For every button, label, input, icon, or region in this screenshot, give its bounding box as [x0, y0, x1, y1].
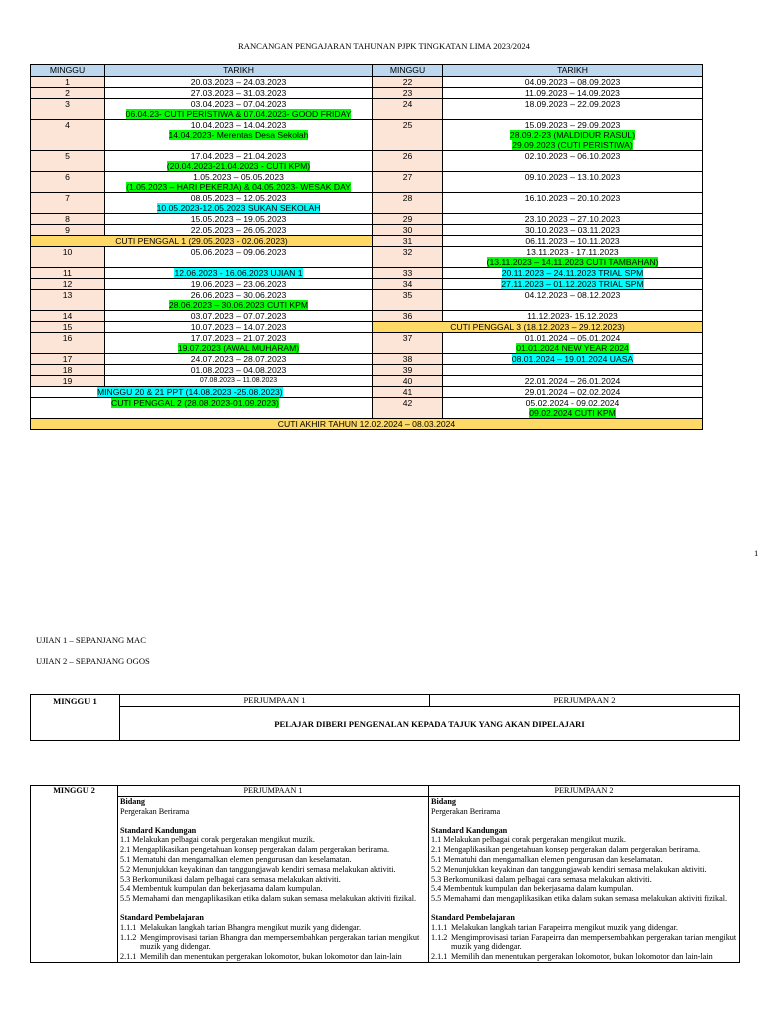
date-line: 13.11.2023 - 17.11.2023	[526, 247, 619, 257]
schedule-row	[31, 172, 703, 193]
standard-pembelajaran-item	[120, 933, 426, 953]
week-number-right: 37	[373, 333, 443, 354]
date-cell-right	[443, 333, 703, 354]
date-line	[105, 203, 372, 213]
highlighted-note: CUTI PENGGAL 2 (28.08.2023-01.09.2023)	[111, 398, 279, 408]
spacer	[120, 817, 426, 826]
standard-kandungan-item: 2.1 Mengaplikasikan pengetahuan konsep pergerakan dalam pergerakan berirama.	[120, 845, 390, 855]
week-number-right: 32	[373, 247, 443, 268]
highlighted-note: 12.06.2023 - 16.06.2023 UJIAN 1	[174, 268, 303, 278]
week-number-right: 24	[373, 99, 443, 120]
standard-kandungan-label: Standard Kandungan	[431, 825, 508, 835]
standard-pembelajaran-item	[431, 952, 737, 962]
date-line: 1.05.2023 – 05.05.2023	[193, 172, 284, 182]
date-line	[443, 140, 702, 150]
date-cell-right	[443, 172, 703, 193]
item-number: 1.1.2	[431, 932, 448, 942]
week-number-left: 16	[31, 333, 105, 354]
schedule-row	[31, 120, 703, 151]
date-line: 19.06.2023 – 23.06.2023	[190, 279, 287, 289]
schedule-row	[31, 398, 703, 419]
date-line	[443, 268, 702, 278]
date-line: 03.07.2023 – 07.07.2023	[190, 311, 287, 321]
standard-kandungan-item: 5.3 Berkomunikasi dalam pelbagai cara semasa melakukan aktiviti.	[120, 874, 341, 884]
date-line: 01.01.2024 – 05.01.2024	[524, 333, 621, 343]
date-cell-left	[105, 290, 373, 311]
schedule-row	[31, 151, 703, 172]
date-line: 05.06.2023 – 09.06.2023	[190, 247, 287, 257]
date-line	[443, 279, 702, 289]
term-break-left: CUTI PENGGAL 1 (29.05.2023 - 02.06.2023)	[31, 236, 373, 247]
date-line: 16.10.2023 – 20.10.2023	[524, 193, 621, 203]
standard-pembelajaran-item	[431, 933, 737, 953]
date-line: 22.01.2024 – 26.01.2024	[524, 376, 621, 386]
item-number: 1.1.1	[120, 922, 137, 932]
week-number-left: 12	[31, 279, 105, 290]
bidang-label: Bidang	[120, 797, 146, 806]
week-number-left: 10	[31, 247, 105, 268]
week-number-left: 17	[31, 354, 105, 365]
week-number-right: 33	[373, 268, 443, 279]
week-1-label: MINGGU 1	[31, 695, 120, 741]
date-cell-left	[105, 193, 373, 214]
item-text: Memilih dan menentukan pergerakan lokomotor, bukan lokomotor dan lain-lain	[140, 952, 402, 962]
highlighted-note: 27.11.2023 – 01.12.2023 TRIAL SPM	[501, 279, 644, 289]
header-minggu-right: MINGGU	[373, 65, 443, 77]
schedule-row	[31, 387, 703, 398]
standard-pembelajaran-item	[120, 952, 426, 962]
date-cell-left	[105, 279, 373, 290]
week-number-left: 7	[31, 193, 105, 214]
standard-pembelajaran-item	[120, 923, 426, 933]
highlighted-note: (20.04.2023-21.04.2023 - CUTI KPM)	[166, 161, 311, 171]
date-line: 17.04.2023 – 21.04.2023	[190, 151, 287, 161]
week-number-left: 14	[31, 311, 105, 322]
date-cell-right	[443, 225, 703, 236]
week-number-left: 19	[31, 376, 105, 387]
week-2-perjumpaan-1: PERJUMPAAN 1	[118, 786, 429, 797]
schedule-row	[31, 354, 703, 365]
highlighted-note: 20.11.2023 – 24.11.2023 TRIAL SPM	[501, 268, 644, 278]
date-line	[105, 343, 372, 353]
date-cell-right	[443, 290, 703, 311]
schedule-row	[31, 311, 703, 322]
week-2-table	[30, 785, 740, 963]
standard-kandungan-item: 5.3 Berkomunikasi dalam pelbagai cara semasa melakukan aktiviti.	[431, 874, 652, 884]
week-number-left: 2	[31, 88, 105, 99]
standard-kandungan-item: 5.1 Mematuhi dan mengamalkan elemen pengurusan dan keselamatan.	[431, 854, 663, 864]
week-number-right: 25	[373, 120, 443, 151]
standard-pembelajaran-label: Standard Pembelajaran	[120, 912, 204, 922]
week-number-right: 23	[373, 88, 443, 99]
date-line: 08.05.2023 – 12.05.2023	[190, 193, 287, 203]
week-number-right: 36	[373, 311, 443, 322]
date-line: 05.02.2024 - 09.02.2024	[525, 398, 620, 408]
schedule-header-row	[31, 65, 703, 77]
standard-kandungan-item: 5.5 Memahami dan mengaplikasikan etika dalam sukan semasa melakukan aktiviti fizikal.	[120, 894, 417, 904]
week-number-right: 26	[373, 151, 443, 172]
week-number-right: 29	[373, 214, 443, 225]
date-line	[105, 268, 372, 278]
date-cell-right	[443, 77, 703, 88]
standard-kandungan-item: 5.2 Menunjukkan keyakinan dan tanggungjawab kendiri semasa melakukan aktiviti.	[431, 864, 707, 874]
date-line: 18.09.2023 – 22.09.2023	[524, 99, 621, 109]
date-cell-left	[105, 333, 373, 354]
date-cell-left	[105, 365, 373, 376]
week-1-table	[30, 694, 740, 741]
date-cell-right	[443, 193, 703, 214]
schedule-row	[31, 333, 703, 354]
standard-kandungan-item: 1.1 Melakukan pelbagai corak pergerakan mengikut muzik.	[120, 835, 315, 845]
week-number-left: 3	[31, 99, 105, 120]
item-text: Memilih dan menentukan pergerakan lokomotor, bukan lokomotor dan lain-lain	[451, 952, 713, 962]
date-cell-right	[443, 236, 703, 247]
schedule-row	[31, 193, 703, 214]
date-line	[443, 257, 702, 267]
date-line	[105, 257, 372, 267]
date-line	[105, 130, 372, 140]
date-line	[443, 408, 702, 418]
highlighted-note: (1.05.2023 – HARI PEKERJA) & 04.05.2023- WESAK DAY	[126, 182, 351, 192]
date-cell-right	[443, 387, 703, 398]
schedule-row	[31, 279, 703, 290]
week-number-right: 28	[373, 193, 443, 214]
standard-kandungan-item: 5.2 Menunjukkan keyakinan dan tanggungjawab kendiri semasa melakukan aktiviti.	[120, 864, 396, 874]
week-number-right: 38	[373, 354, 443, 365]
date-cell-left	[105, 247, 373, 268]
spacer	[120, 904, 426, 913]
week-1-perjumpaan-2: PERJUMPAAN 2	[430, 695, 740, 707]
date-cell-right	[443, 214, 703, 225]
week-number-left: 1	[31, 77, 105, 88]
highlighted-note: 01.01.2024 NEW YEAR 2024	[516, 343, 629, 353]
week-number-left: 18	[31, 365, 105, 376]
date-line: 17.07.2023 – 21.07.2023	[190, 333, 287, 343]
spacer	[431, 817, 737, 826]
document-title: RANCANGAN PENGAJARAN TAHUNAN PJPK TINGKATAN LIMA 2023/2024	[238, 41, 530, 51]
schedule-row	[31, 322, 703, 333]
date-line: 30.10.2023 – 03.11.2023	[525, 225, 620, 235]
week-2-perjumpaan-2-content	[429, 797, 740, 963]
date-line	[105, 140, 372, 150]
ujian-1-note: UJIAN 1 – SEPANJANG MAC	[36, 635, 146, 645]
date-cell-left	[105, 225, 373, 236]
date-line: 26.06.2023 – 30.06.2023	[190, 290, 287, 300]
standard-kandungan-item: 5.4 Membentuk kumpulan dan bekerjasama dalam kumpulan.	[431, 884, 634, 894]
highlighted-note: 29.09.2023 (CUTI PERISTIWA)	[512, 140, 633, 150]
week-number-right: 41	[373, 387, 443, 398]
date-line: 29.01.2024 – 02.02.2024	[524, 387, 621, 397]
schedule-row	[31, 88, 703, 99]
date-line	[105, 300, 372, 310]
item-number: 2.1.1	[120, 952, 137, 962]
highlighted-note: 10.05.2023-12.05.2023 SUKAN SEKOLAH	[156, 203, 321, 213]
bidang-value: Pergerakan Berirama	[120, 806, 190, 816]
date-cell-left	[105, 376, 373, 387]
page-number: 1	[754, 548, 759, 558]
date-cell-right	[443, 365, 703, 376]
date-line: 22.05.2023 – 26.05.2023	[190, 225, 287, 235]
date-line	[105, 182, 372, 192]
date-line: 09.10.2023 – 13.10.2023	[524, 172, 621, 182]
week-number-left: 13	[31, 290, 105, 311]
ujian-2-note: UJIAN 2 – SEPANJANG OGOS	[36, 656, 150, 666]
spacer	[431, 904, 737, 913]
date-cell-left	[105, 172, 373, 193]
schedule-row	[31, 365, 703, 376]
annual-schedule-table	[30, 64, 703, 430]
schedule-row	[31, 268, 703, 279]
schedule-row	[31, 225, 703, 236]
merged-note-left	[31, 398, 373, 419]
schedule-row	[31, 376, 703, 387]
week-number-left: 11	[31, 268, 105, 279]
date-cell-left	[105, 77, 373, 88]
date-line	[443, 130, 702, 140]
date-cell-left	[105, 322, 373, 333]
standard-kandungan-label: Standard Kandungan	[120, 825, 197, 835]
week-number-right: 42	[373, 398, 443, 419]
bidang-value: Pergerakan Berirama	[431, 806, 501, 816]
week-number-left: 9	[31, 225, 105, 236]
date-line	[443, 354, 702, 364]
year-end-holiday: CUTI AKHIR TAHUN 12.02.2024 – 08.03.2024	[31, 419, 703, 430]
item-text: Melakukan langkah tarian Bhangra mengikut muzik yang didengar.	[140, 922, 361, 932]
merged-note-left	[31, 387, 373, 398]
date-line: 06.11.2023 – 10.11.2023	[525, 236, 620, 246]
item-text: Mengimprovisasi tarian Bhangra dan mempersembahkan pergerakan tarian mengikut muzik yang didengar.	[140, 932, 420, 952]
week-2-label: MINGGU 2	[31, 786, 118, 963]
date-line: 20.03.2023 – 24.03.2023	[190, 77, 287, 87]
header-tarikh-left: TARIKH	[105, 65, 373, 77]
date-line: 27.03.2023 – 31.03.2023	[190, 88, 287, 98]
standard-kandungan-item: 1.1 Melakukan pelbagai corak pergerakan mengikut muzik.	[431, 835, 626, 845]
date-line	[105, 109, 372, 119]
week-number-left: 4	[31, 120, 105, 151]
date-cell-left	[105, 354, 373, 365]
highlighted-note: MINGGU 20 & 21 PPT (14.08.2023 -25.08.2023)	[97, 387, 283, 397]
item-number: 1.1.2	[120, 932, 137, 942]
week-number-right: 22	[373, 77, 443, 88]
highlighted-note: 14.04.2023- Merentas Desa Sekolah	[168, 130, 309, 140]
date-line: 03.04.2023 – 07.04.2023	[190, 99, 287, 109]
header-tarikh-right: TARIKH	[443, 65, 703, 77]
date-line: 15.05.2023 – 19.05.2023	[190, 214, 287, 224]
date-cell-left	[105, 214, 373, 225]
date-cell-right	[443, 279, 703, 290]
highlighted-note: 19.07.2023 (AWAL MUHARAM)	[177, 343, 300, 353]
date-cell-left	[105, 268, 373, 279]
week-1-content: PELAJAR DIBERI PENGENALAN KEPADA TAJUK YANG AKAN DIPELAJARI	[120, 707, 740, 741]
item-number: 1.1.1	[431, 922, 448, 932]
date-cell-left	[105, 99, 373, 120]
date-cell-left	[105, 311, 373, 322]
standard-kandungan-item: 5.5 Memahami dan mengaplikasikan etika dalam sukan semasa melakukan aktiviti fizikal.	[431, 894, 728, 904]
date-line	[443, 343, 702, 353]
term-break-right: CUTI PENGGAL 3 (18.12.2023 – 29.12.2023)	[373, 322, 703, 333]
week-number-left: 5	[31, 151, 105, 172]
date-line: 23.10.2023 – 27.10.2023	[524, 214, 621, 224]
schedule-row	[31, 247, 703, 268]
date-cell-right	[443, 354, 703, 365]
date-cell-right	[443, 88, 703, 99]
week-number-right: 27	[373, 172, 443, 193]
week-number-right: 39	[373, 365, 443, 376]
schedule-row	[31, 236, 703, 247]
week-2-perjumpaan-1-content	[118, 797, 429, 963]
highlighted-note: 28.06.2023 – 30.06.2023 CUTI KPM	[168, 300, 309, 310]
date-cell-right	[443, 247, 703, 268]
date-cell-left	[105, 120, 373, 151]
date-cell-right	[443, 376, 703, 387]
week-number-left: 15	[31, 322, 105, 333]
date-cell-right	[443, 311, 703, 322]
date-line: 07.08.2023 – 11.08.2023	[199, 377, 278, 384]
highlighted-note: 09.02.2024 CUTI KPM	[529, 408, 616, 418]
date-line: 10.04.2023 – 14.04.2023	[190, 120, 287, 130]
item-text: Melakukan langkah tarian Farapeirra mengikut muzik yang didengar.	[451, 922, 678, 932]
highlighted-note: (13.11.2023 – 14.11.2023 CUTI TAMBAHAN)	[486, 257, 659, 267]
week-1-perjumpaan-1: PERJUMPAAN 1	[120, 695, 430, 707]
week-number-left: 6	[31, 172, 105, 193]
date-cell-left	[105, 151, 373, 172]
date-line: 01.08.2023 – 04.08.2023	[190, 365, 287, 375]
date-line: 11.09.2023 – 14.09.2023	[525, 88, 620, 98]
date-line: 10.07.2023 – 14.07.2023	[190, 322, 287, 332]
schedule-body	[31, 77, 703, 419]
schedule-row	[31, 77, 703, 88]
date-cell-right	[443, 151, 703, 172]
date-line: 15.09.2023 – 29.09.2023	[524, 120, 621, 130]
highlighted-note: 08.01.2024 – 19.01.2024 UASA	[511, 354, 634, 364]
week-number-right: 34	[373, 279, 443, 290]
standard-pembelajaran-item	[431, 923, 737, 933]
date-cell-right	[443, 120, 703, 151]
date-line	[443, 365, 702, 375]
highlighted-note: 06.04.23- CUTI PERISTIWA & 07.04.2023- GOOD FRIDAY	[125, 109, 352, 119]
schedule-footer-row	[31, 419, 703, 430]
date-line: 24.07.2023 – 28.07.2023	[190, 354, 287, 364]
highlighted-note: 28.09.2-23 (MALDIDUR RASUL)	[509, 130, 636, 140]
standard-kandungan-item: 5.1 Mematuhi dan mengamalkan elemen pengurusan dan keselamatan.	[120, 854, 352, 864]
week-2-perjumpaan-2: PERJUMPAAN 2	[429, 786, 740, 797]
date-cell-right	[443, 398, 703, 419]
standard-kandungan-item: 2.1 Mengaplikasikan pengetahuan konsep pergerakan dalam pergerakan berirama.	[431, 845, 701, 855]
item-text: Mengimprovisasi tarian Farapeirra dan mempersembahkan pergerakan tarian mengikut muzik yang didengar.	[451, 932, 737, 952]
week-number-right: 30	[373, 225, 443, 236]
week-number-left: 8	[31, 214, 105, 225]
schedule-row	[31, 290, 703, 311]
week-number-right: 40	[373, 376, 443, 387]
week-number-right: 35	[373, 290, 443, 311]
item-number: 2.1.1	[431, 952, 448, 962]
schedule-row	[31, 214, 703, 225]
week-number-right: 31	[373, 236, 443, 247]
date-line	[105, 161, 372, 171]
standard-pembelajaran-label: Standard Pembelajaran	[431, 912, 515, 922]
schedule-row	[31, 99, 703, 120]
date-line: 11.12.2023- 15.12.2023	[527, 311, 618, 321]
date-line: 02.10.2023 – 06.10.2023	[524, 151, 621, 161]
date-cell-right	[443, 99, 703, 120]
date-cell-left	[105, 88, 373, 99]
date-line: 04.09.2023 – 08.09.2023	[524, 77, 621, 87]
standard-kandungan-item: 5.4 Membentuk kumpulan dan bekerjasama dalam kumpulan.	[120, 884, 323, 894]
header-minggu-left: MINGGU	[31, 65, 105, 77]
bidang-label: Bidang	[431, 797, 457, 806]
date-cell-right	[443, 268, 703, 279]
date-line: 04.12.2023 – 08.12.2023	[524, 290, 621, 300]
